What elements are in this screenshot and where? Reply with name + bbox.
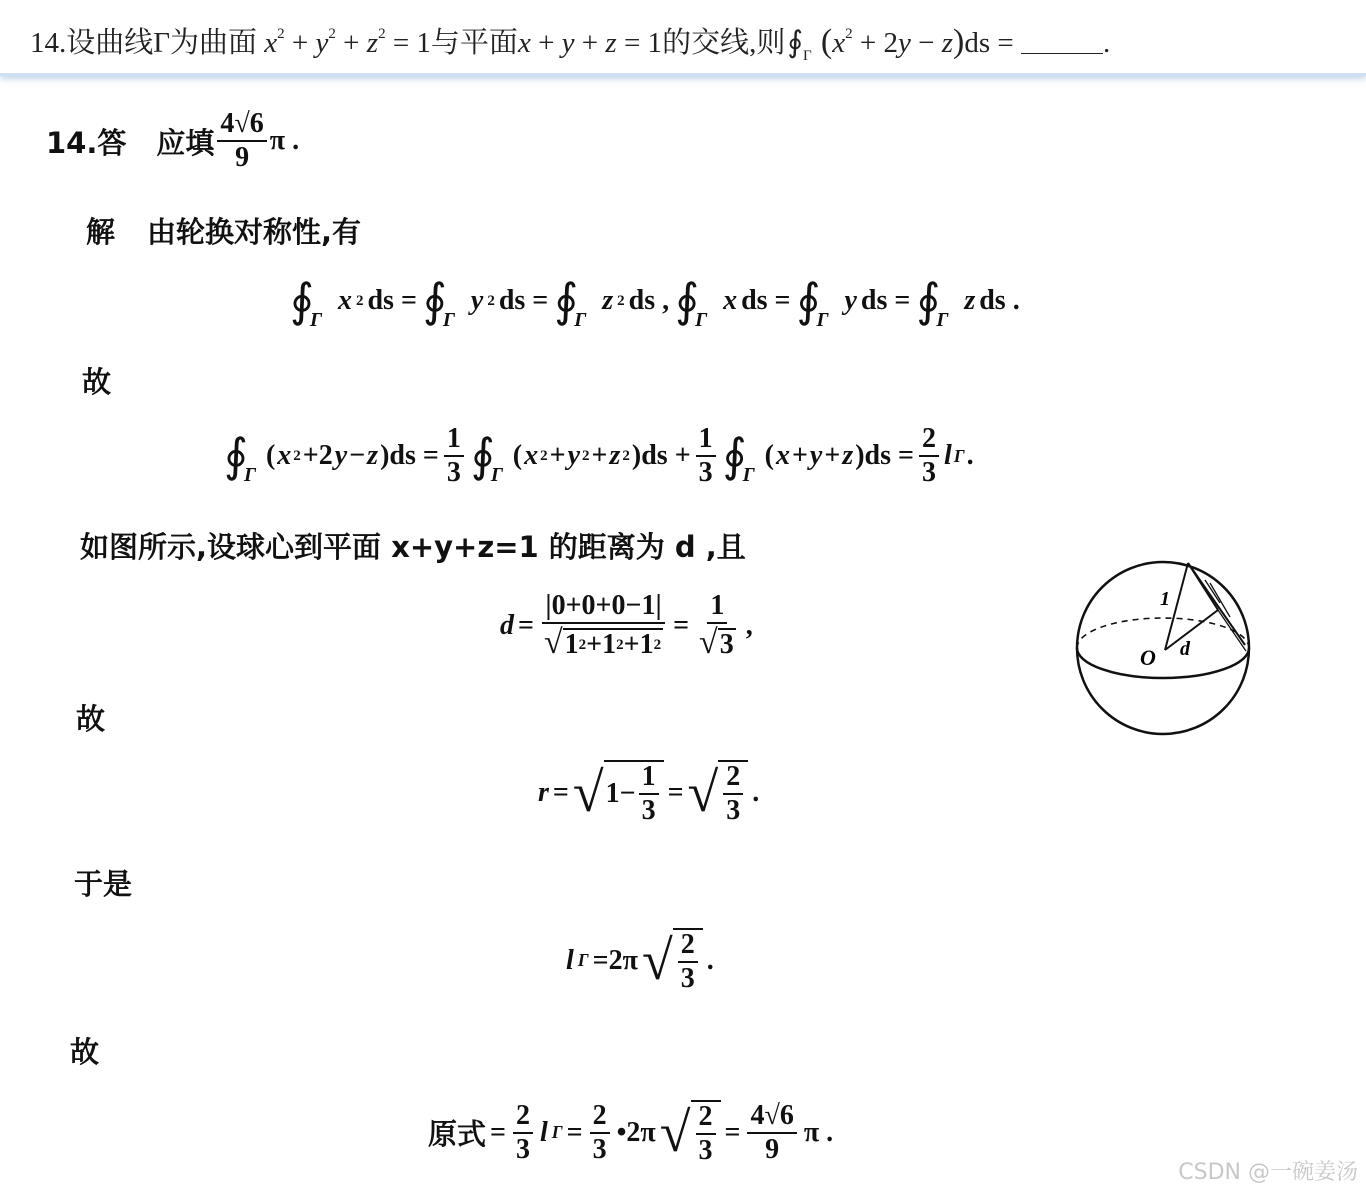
label-gu-1: 故 [82, 365, 112, 399]
label-yushi: 于是 [74, 867, 133, 901]
equation-final: 原式 = $\frac{2}{3}$ l Γ = $\frac{2}{3}$ •2π √ $\frac{2}{3}$ = $\frac{4√6}{9}$ π . [428, 1099, 834, 1166]
equation-reduction: ∮ Γ ( x 2 +2 y − z )ds = $\frac{1}{3}$ ∮ Γ ( x 2 + y 2 + z 2 )ds + $\frac{1}{3}$ ∮ Γ ( x + y + z )ds = $\frac{2}{3}$ l Γ . [224, 423, 974, 488]
watermark: CSDN @一碗姜汤 [1178, 1160, 1358, 1185]
answer-blank [1021, 30, 1103, 54]
label-d: d [1180, 638, 1190, 660]
distance-sentence: 如图所示,设球心到平面 x+y+z=1 的距离为 d ,且 [80, 530, 746, 564]
equation-radius: r = √ 1− $\frac{1}{3}$ = √ $\frac{2}{3}$ . [538, 761, 760, 826]
sphere-figure [1070, 555, 1260, 745]
problem-statement: 14.设曲线Γ为曲面 $x^2 + y^2 + z^2 = 1$与平面x + y + z = 1的交线,则$∮_\Gamma$ $(x^2 + 2y - z)ds$ = . [30, 23, 1111, 64]
label-origin: O [1140, 645, 1156, 670]
label-gu-3: 故 [70, 1035, 100, 1069]
equation-symmetry: ∮ Γ x 2 ds = ∮ Γ y 2 ds = ∮ Γ z 2 ds , ∮ Γ x ds = ∮ Γ y ds = ∮ Γ z ds . [290, 275, 1020, 331]
label-gu-2: 故 [76, 702, 106, 736]
equation-length: l Γ =2π √ $\frac{2}{3}$ . [566, 929, 714, 994]
equation-distance: d = |0+0+0−1| √ 1 2 +1 2 +1 2 = 1 √ 3 , [500, 590, 753, 661]
label-one: 1 [1160, 588, 1170, 610]
equator-front [1077, 648, 1249, 678]
distance-line [1165, 610, 1218, 650]
solution-intro: 解 由轮换对称性,有 [86, 215, 362, 249]
answer-line: 14.答 应填 $\frac{4√6}{9}$ π . [46, 108, 300, 173]
equator-back [1077, 618, 1249, 648]
